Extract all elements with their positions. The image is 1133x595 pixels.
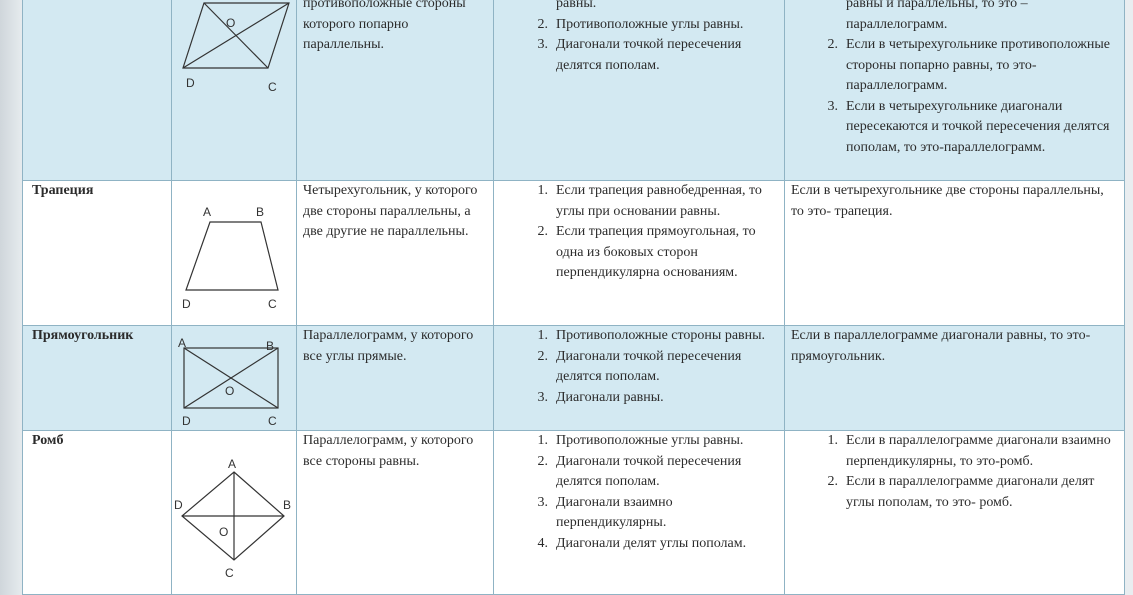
- rhombus-definition: Параллелограмм, у которого все стороны равны.: [303, 433, 474, 469]
- left-page-shadow: [0, 0, 22, 595]
- rhombus-properties: [530, 431, 780, 554]
- rhombus-signs: [820, 431, 1120, 513]
- parallelogram-label-c: C: [268, 80, 277, 94]
- rectangle-sign: Если в параллелограмме диагонали равны, то это- прямоугольник.: [791, 328, 1091, 364]
- rectangle-properties: [530, 326, 780, 408]
- list-item: 1. Если в параллелограмме диагонали взаимно перпендикулярны, то это-ромб.: [827, 433, 1111, 469]
- list-item: 1. Противоположные углы равны.: [537, 433, 744, 448]
- parallelogram-label-o: O: [226, 16, 236, 30]
- parallelogram-figure: [172, 0, 296, 100]
- parallelogram-definition: противоположные стороны которого попарно параллельны.: [303, 0, 466, 52]
- list-item: 2. Если трапеция прямоугольная, то одна из боковых сторон перпендикулярна основаниям.: [537, 224, 756, 280]
- column-divider-4: [784, 0, 785, 595]
- rhombus-label-d: D: [174, 498, 183, 512]
- table-border-left: [22, 0, 23, 595]
- trapezoid-properties: [530, 181, 780, 284]
- trapezoid-outline: [186, 222, 278, 290]
- list-item: 2. Противоположные углы равны.: [537, 16, 744, 32]
- parallelogram-label-d: D: [186, 76, 195, 90]
- rhombus-label-a: A: [228, 457, 237, 471]
- list-item: 4. Диагонали делят углы пополам.: [537, 535, 747, 551]
- rhombus-label-c: C: [225, 566, 234, 580]
- parallelogram-signs: [820, 0, 1120, 158]
- trapezoid-sign: Если в четырехугольнике две стороны параллельны, то это- трапеция.: [791, 183, 1104, 219]
- trapezoid-definition: Четырехугольник, у которого две стороны параллельны, а две другие не параллельны.: [303, 183, 478, 239]
- rectangle-figure: [172, 330, 296, 430]
- list-item: равны.: [556, 0, 597, 11]
- parallelogram-properties: [530, 0, 780, 76]
- list-item: 3. Диагонали взаимно перпендикулярны.: [537, 494, 673, 530]
- parallelogram-diagonal-2: [183, 3, 289, 68]
- list-item: 3. Диагонали точкой пересечения делятся пополам.: [537, 37, 742, 73]
- trapezoid-name: Трапеция: [32, 183, 94, 198]
- rectangle-name: Прямоугольник: [32, 328, 134, 343]
- rectangle-label-o: O: [225, 384, 235, 398]
- rhombus-figure: [172, 450, 296, 585]
- rectangle-label-b: B: [266, 339, 275, 353]
- rhombus-name: Ромб: [32, 433, 64, 448]
- list-item: 1. Если трапеция равнобедренная, то углы при основании равны.: [537, 183, 762, 219]
- list-item: 3. Диагонали равны.: [537, 389, 664, 405]
- rhombus-label-o: O: [219, 525, 229, 539]
- trapezoid-label-b: B: [256, 205, 265, 219]
- list-item: 2. Если в четырехугольнике противоположные стороны попарно равны, то это-параллелограмм.: [827, 37, 1111, 93]
- rectangle-label-c: C: [268, 414, 277, 428]
- trapezoid-figure: [172, 196, 296, 318]
- list-item: 1. Противоположные стороны равны.: [537, 328, 766, 343]
- list-item: 2. Диагонали точкой пересечения делятся пополам.: [537, 348, 742, 384]
- trapezoid-label-d: D: [182, 297, 191, 311]
- rectangle-label-a: A: [178, 336, 187, 350]
- trapezoid-label-a: A: [203, 205, 212, 219]
- rectangle-definition: Параллелограмм, у которого все углы прямые.: [303, 328, 474, 364]
- list-item: равны и параллельны, то это – параллелограмм.: [846, 0, 1028, 32]
- trapezoid-label-c: C: [268, 297, 277, 311]
- list-item: 3. Если в четырехугольнике диагонали пересекаются и точкой пересечения делятся пополам, то это-параллелограмм.: [827, 98, 1110, 155]
- column-divider-2: [296, 0, 297, 595]
- table-border-right: [1124, 0, 1125, 595]
- rhombus-label-b: B: [283, 498, 292, 512]
- list-item: 2. Диагонали точкой пересечения делятся пополам.: [537, 453, 742, 489]
- list-item: 2. Если в параллелограмме диагонали делят углы пополам, то это- ромб.: [827, 474, 1095, 510]
- rectangle-label-d: D: [182, 414, 191, 428]
- column-divider-3: [493, 0, 494, 595]
